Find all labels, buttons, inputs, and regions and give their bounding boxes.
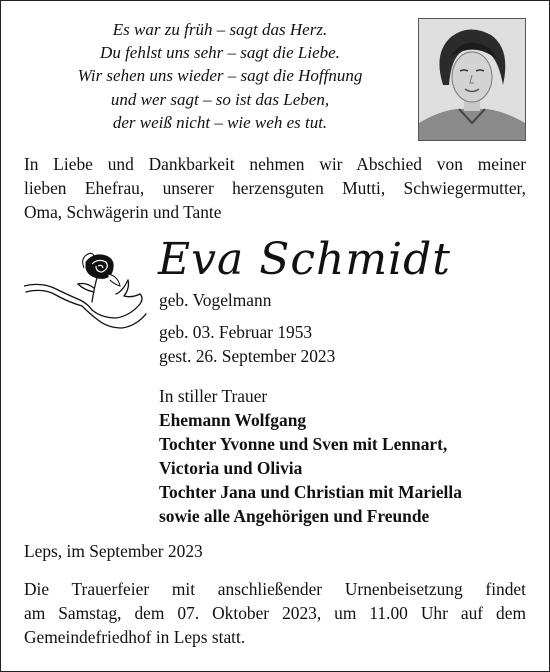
mourner-line: Tochter Jana und Christian mit Mariella <box>159 482 462 502</box>
mourners-list <box>159 384 462 528</box>
deceased-name: Eva Schmidt <box>158 234 451 285</box>
intro-line: In Liebe und Dankbarkeit nehmen wir Abschied von meiner <box>24 154 526 174</box>
place-date: Leps, im September 2023 <box>24 541 203 561</box>
funeral-line: Gemeindefriedhof in Leps statt. <box>24 627 246 647</box>
mourning-intro: In stiller Trauer <box>159 386 268 406</box>
funeral-info <box>24 577 526 649</box>
birth-name: geb. Vogelmann <box>159 290 272 310</box>
funeral-line: am Samstag, dem 07. Oktober 2023, um 11.00 Uhr auf dem <box>24 603 526 623</box>
death-date: gest. 26. September 2023 <box>159 346 336 366</box>
funeral-line: Die Trauerfeier mit anschließender Urnenbeisetzung findet <box>24 579 526 599</box>
life-dates <box>159 320 335 368</box>
mourner-line: sowie alle Angehörigen und Freunde <box>159 506 430 526</box>
mourner-line: Ehemann Wolfgang <box>159 410 307 430</box>
poem-line: Es war zu früh – sagt das Herz. <box>112 20 328 39</box>
mourner-line: Victoria und Olivia <box>159 458 303 478</box>
poem-line: und wer sagt – so ist das Leben, <box>110 89 330 109</box>
mourner-line: Tochter Yvonne und Sven mit Lennart, <box>159 434 448 454</box>
intro-line: Oma, Schwägerin und Tante <box>24 202 222 222</box>
intro-line: lieben Ehefrau, unserer herzensguten Mutti, Schwiegermutter, <box>24 178 526 198</box>
poem-line: Du fehlst uns sehr – sagt die Liebe. <box>100 43 340 63</box>
rose-in-hands-icon <box>24 248 150 334</box>
portrait-photo <box>418 18 526 141</box>
memorial-poem <box>30 18 410 134</box>
poem-line: Wir sehen uns wieder – sagt die Hoffnung <box>77 66 363 86</box>
birth-date: geb. 03. Februar 1953 <box>159 322 313 342</box>
intro-text <box>24 152 526 224</box>
poem-line: der weiß nicht – wie weh es tut. <box>112 112 328 132</box>
